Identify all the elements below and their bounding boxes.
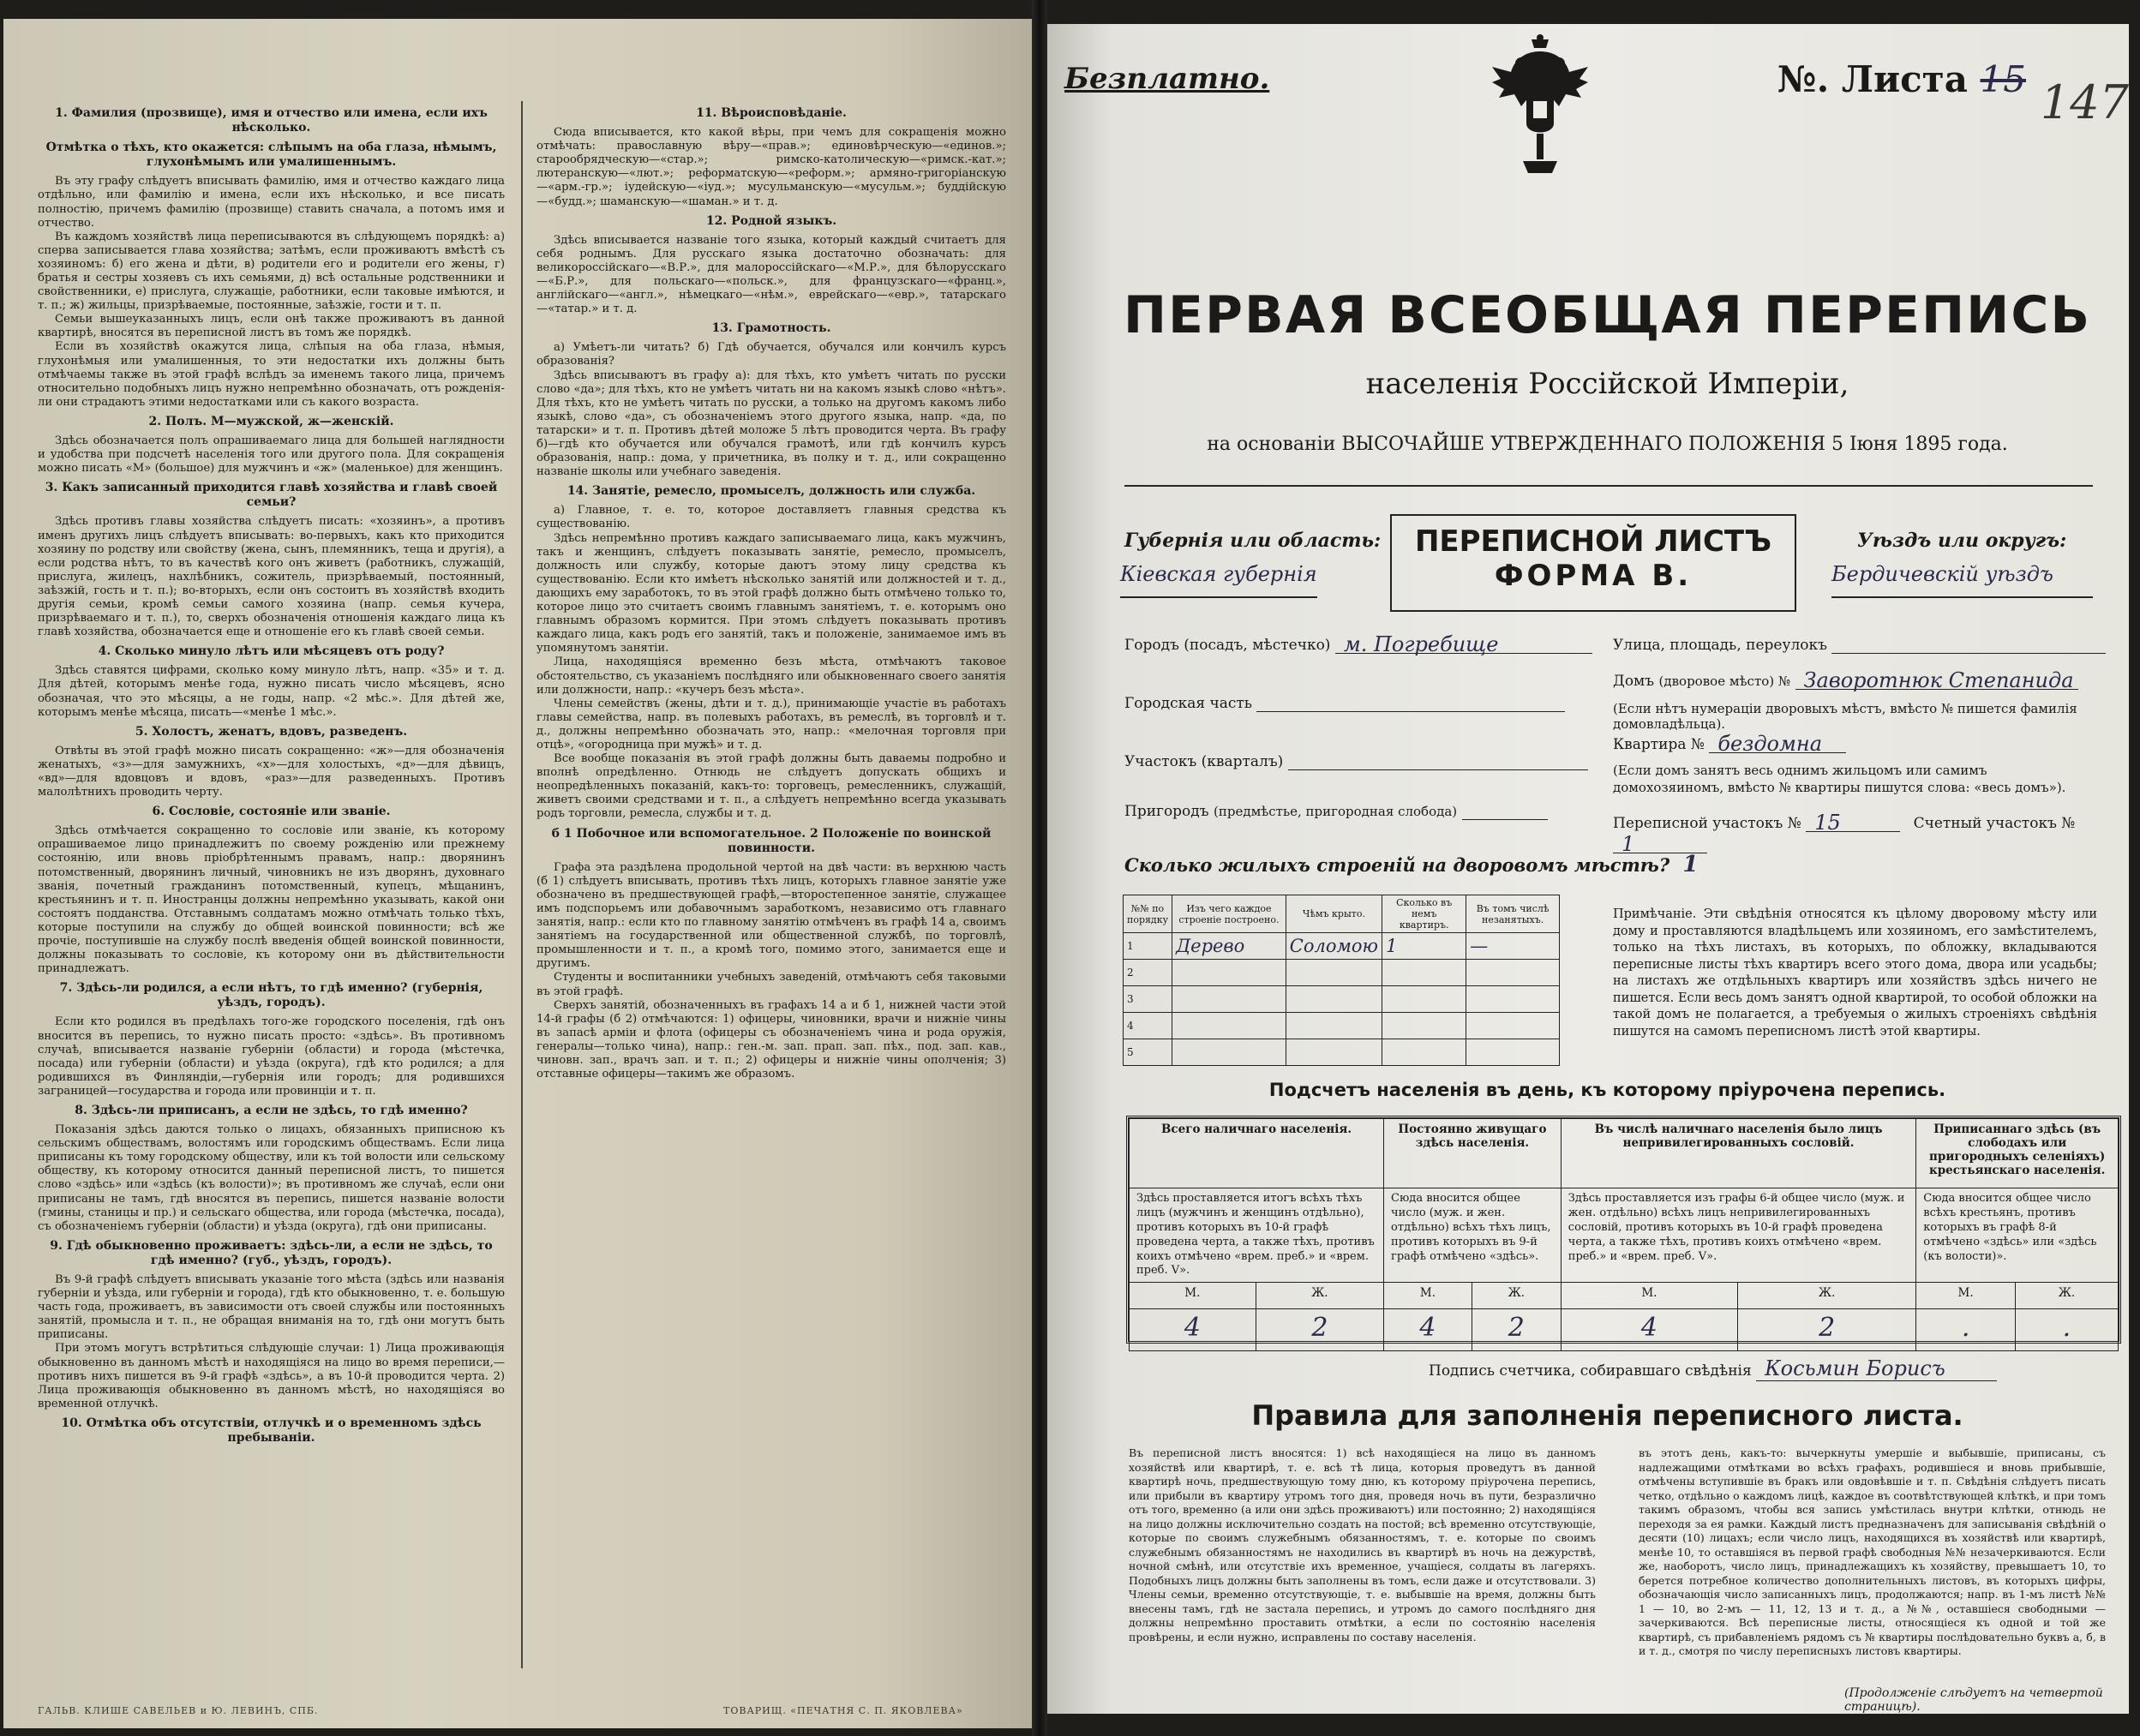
buildings-cell [1382, 986, 1466, 1013]
section-paragraph: При этомъ могутъ встрѣтиться слѣдующіе случаи: 1) Лица проживающія обыкновенно въ данномъ мѣстѣ и находящіяся на лицо во время переписи,—противъ нихъ пишется въ 9-й графѣ «здѣсь», а въ 10-й проводится черта. 2) Лица проживающія обыкновенно въ данномъ мѣстѣ, но находящіяся во временной отлучкѣ. [38, 1342, 505, 1410]
house-note-2: (Если нѣтъ нумераціи дворовыхъ мѣстъ, вмѣсто № пишется фамилія домовладѣльца). [1613, 701, 2077, 732]
census-district-value: 15 [1814, 811, 1841, 835]
buildings-cell: 5 [1124, 1039, 1172, 1066]
left-page [3, 19, 1032, 1728]
female-label: Ж. [2015, 1283, 2118, 1309]
buildings-row [1124, 986, 1560, 1013]
section-paragraph: Здѣсь вписывается названіе того языка, который каждый считаетъ для себя роднымъ. Для русскаго языка достаточно обозначать: для великороссійскаго—«В.Р.», для малороссійскаго—«М.Р.», для бѣлорусскаго—«Б.Р.», для польскаго—«польск.», для французскаго—«франц.», англійскаго—«англ.», нѣмецкаго—«нѣм.», еврейскаго—«евр.», татарскаго—«татар.» и т. д. [536, 233, 1006, 316]
section-paragraph: Если кто родился въ предѣлахъ того-же городского поселенія, гдѣ онъ вносится въ перепись, то нужно писать просто: «здѣсь». Въ противномъ случаѣ, вписывается названіе губерніи (области) и города (мѣстечка, посада) или губерніи (области) и уѣзда (округа), гдѣ кто родился; а для родившихся въ Финляндіи,—губернія или городъ; для родившихся заграницей—государства и города или провинціи и т. п. [38, 1015, 505, 1098]
buildings-cell [1466, 1013, 1560, 1039]
uezd-value: Бердичевскій уѣздъ [1831, 562, 2093, 598]
city-label: Городъ (посадъ, мѣстечко) [1124, 637, 1331, 654]
buildings-cell [1382, 1013, 1466, 1039]
district-field [1124, 749, 1588, 770]
buildings-cell [1382, 1039, 1466, 1066]
male-label: М. [1916, 1283, 2016, 1309]
buildings-cell: Дерево [1172, 933, 1286, 960]
buildings-cell: 1 [1382, 933, 1466, 960]
gubernia-label: Губернія или область: [1124, 530, 1382, 552]
section-heading: 5. Холостъ, женатъ, вдовъ, разведенъ. [135, 724, 408, 739]
count-head: Постоянно живущаго здѣсь населенія. [1384, 1119, 1562, 1188]
signature-line [1429, 1356, 1997, 1380]
buildings-header: №№ по порядку [1124, 895, 1172, 933]
buildings-value: 1 [1682, 852, 1699, 877]
left-column-1 [38, 101, 505, 1668]
form-letter: ФОРМА В. [1494, 559, 1693, 593]
left-column-2 [536, 101, 1006, 1668]
imprint-left: ГАЛЬВ. КЛИШЕ САВЕЛЬЕВ и Ю. ЛЕВИНЪ, СПБ. [38, 1704, 319, 1716]
section-paragraph: Въ 9-й графѣ слѣдуетъ вписывать указаніе того мѣста (здѣсь или названія губерніи и уѣзда, или губерніи и города), гдѣ кто обыкновенно, т. е. большую часть года, проживаетъ, въ зависимости отъ своей службы или постоянныхъ занятій, промысла и т. п., не обращая вниманія на то, гдѣ они могутъ быть приписаны. [38, 1272, 505, 1342]
count-title: Подсчетъ населенія въ день, къ которому пріурочена перепись. [1268, 1080, 1946, 1100]
apartment-label: Квартира № [1613, 736, 1705, 753]
rules-title: Правила для заполненія переписного листа. [1251, 1399, 1963, 1432]
buildings-cell [1466, 960, 1560, 986]
street-label: Улица, площадь, переулокъ [1613, 637, 1827, 654]
section-paragraph: Отвѣты въ этой графѣ можно писать сокращенно: «ж»—для обозначенія женатыхъ, «з»—для замужнихъ, «х»—для холостыхъ, «д»—для дѣвицъ, «вд»—для вдовцовъ и вдовъ, «раз»—для разведенныхъ. Противъ малолѣтнихъ проводить черту. [38, 744, 505, 799]
count-value: 2 [1472, 1309, 1561, 1351]
buildings-cell [1286, 1013, 1382, 1039]
count-value: 4 [1384, 1309, 1472, 1351]
count-value: . [2015, 1309, 2118, 1351]
count-head: Приписаннаго здѣсь (въ слободахъ или пригородныхъ селеніяхъ) крестьянскаго населенія. [1916, 1119, 2119, 1188]
section-paragraph: Если въ хозяйствѣ окажутся лица, слѣпыя на оба глаза, нѣмыя, глухонѣмыя или умалишенныя, то эти недостатки ихъ должны быть отмѣчаемы также въ этой графѣ вслѣдъ за именемъ такого лица, причемъ относительно подобныхъ лицъ нужно непремѣнно обозначать, отъ рожденія-ли они страдаютъ этими недостатками или съ какого возраста. [38, 340, 505, 409]
count-head: Всего наличнаго населенія. [1130, 1119, 1384, 1188]
section-paragraph: Члены семействъ (жены, дѣти и т. д.), принимающіе участіе въ работахъ главы семейства, напр. въ полевыхъ работахъ, въ ремеслѣ, въ торговлѣ и т. д., должны непремѣнно обозначать это, напр.: «мелочная торговля при отцѣ», «огородница при мужѣ» и т. д. [536, 697, 1006, 751]
section-heading: 6. Сословіе, состояніе или званіе. [152, 805, 391, 819]
section-paragraph: Сверхъ занятій, обозначенныхъ въ графахъ 14 а и б 1, нижней части этой 14-й графы (б 2) отмѣчаются: 1) офицеры, чиновники, врачи и нижніе чины въ запасѣ арміи и флота (офицеры съ обозначеніемъ чина и рода оружія, генералы—только чина), напр.: ген.-м. зап. прап. зап. пѣх., под. зап. кав., чиновн. зап., врачъ зап. и т. п.; 2) офицеры и нижніе чины ополченія; 3) отставные офицеры—такимъ же образомъ. [536, 998, 1006, 1081]
count-values-row [1130, 1309, 2119, 1351]
suburb-note: (предмѣстье, пригородная слобода) [1214, 804, 1458, 819]
section-heading: 9. Гдѣ обыкновенно проживаетъ: здѣсь-ли, а если не здѣсь, то гдѣ именно? (губ., уѣздъ, городъ). [50, 1238, 493, 1267]
signature-value: Косьмин Борисъ [1756, 1356, 1997, 1381]
count-table [1129, 1118, 2119, 1351]
buildings-cell: — [1466, 933, 1560, 960]
section-paragraph: Лица, находящіяся временно безъ мѣста, отмѣчаютъ таковое обстоятельство, съ указаніемъ послѣдняго или обыкновеннаго своего занятія или должности, напр.: «кучеръ безъ мѣста». [536, 655, 1006, 697]
male-label: М. [1130, 1283, 1256, 1309]
sheet-number-hand: 15 [1980, 58, 2026, 100]
section-paragraph: Здѣсь противъ главы хозяйства слѣдуетъ писать: «хозяинъ», а противъ именъ другихъ лицъ слѣдуетъ вписывать: во-первыхъ, какъ кто приходится хозяину по родству или свойству (жена, сынъ, племянникъ, теща и другія), а если родства нѣтъ, то въ качествѣ кого онъ живетъ (работникъ, служащій, прислуга, жилецъ, нахлѣбникъ, сожитель, призрѣваемый, постоянный, заѣзжій, гость и т. п.); во-вторыхъ, если онъ состоитъ въ хозяйствѣ входить другія семьи, кромѣ семьи самого хозяина (напр. семья кучера, призрѣваемаго и т. п.), то, сверхъ обозначенія отношенія каждаго лица къ главѣ хозяйства, обозначается еще и отношеніе его къ главѣ своей семьи. [38, 515, 505, 639]
apartment-note: (Если домъ занятъ весь однимъ жильцомъ или самимъ домохозяиномъ, вмѣсто № квартиры пишутся слова: «весь домъ»). [1613, 763, 2066, 795]
buildings-cell [1286, 960, 1382, 986]
section-heading: 14. Занятіе, ремесло, промыселъ, должность или служба. [566, 484, 976, 499]
apartment-value: бездомна [1717, 732, 1823, 756]
count-desc: Сюда вносится общее число всѣхъ крестьянъ, противъ которыхъ въ графѣ 8-й отмѣчено «здѣсь» или «здѣсь (къ волости)». [1916, 1188, 2119, 1283]
section-paragraph: Здѣсь вписываютъ въ графу а): для тѣхъ, кто умѣетъ читать по русски слово «да»; для тѣхъ, кто не умѣетъ читать ни на какомъ языкѣ слово «нѣтъ». Для тѣхъ, кто не умѣетъ читать по русски, а только на другомъ какомъ либо языкѣ, слово «да», съ обозначеніемъ этого другого языка, напр. «да, по татарски» и т. п. Противъ дѣтей моложе 5 лѣтъ проводится черта. Въ графу б)—гдѣ кто обучается или обучался грамотѣ, или гдѣ кончилъ курсъ образованія, напр.: дома, у причетника, въ полку и т. д., или сокращенно названіе школы или учебнаго заведенія. [536, 368, 1006, 479]
count-desc-row [1130, 1188, 2119, 1283]
buildings-question [1124, 852, 1699, 877]
suburb-field [1124, 799, 1548, 820]
section-heading: 4. Сколько минуло лѣтъ или мѣсяцевъ отъ роду? [98, 644, 445, 659]
section-paragraph: Здѣсь ставятся цифрами, сколько кому минуло лѣтъ, напр. «35» и т. д. Для дѣтей, которымъ менѣе года, нужно писать число мѣсяцевъ, ясно обозначая, что это мѣсяцы, а не годы, напр. «2 мѣс.». Для дѣтей же, которымъ менѣе мѣсяца, писать—«менѣе 1 мѣс.». [38, 664, 505, 719]
buildings-cell [1466, 986, 1560, 1013]
count-table-frame [1126, 1116, 2121, 1344]
buildings-cell [1382, 960, 1466, 986]
buildings-cell [1466, 1039, 1560, 1066]
count-district-value: 1 [1621, 832, 1635, 856]
female-label: Ж. [1256, 1283, 1383, 1309]
city-part-field [1124, 691, 1565, 712]
house-value: Заворотнюк Степанида [1803, 668, 2074, 692]
count-value: 4 [1130, 1309, 1256, 1351]
gubernia-value: Кіевская губернія [1120, 562, 1317, 598]
free-label: Безплатно. [1064, 62, 1270, 96]
section-paragraph: Въ каждомъ хозяйствѣ лица переписываются въ слѣдующемъ порядкѣ: а) сперва записывается глава хозяйства; затѣмъ, если проживаютъ вмѣстѣ съ хозяиномъ: б) его жена и дѣти, в) родители его и родители его жены, г) братья и сестры хозяевъ съ ихъ семьями, д) всѣ остальные родственники и свойственники, е) прислуга, служащіе, работники, если таковые имѣются, и т. п.; ж) жильцы, призрѣваемые, постоянные, заѣзжіе, гости и т. п. [38, 230, 505, 313]
census-title: ПЕРВАЯ ВСЕОБЩАЯ ПЕРЕПИСЬ [1123, 285, 2092, 345]
buildings-question-text: Сколько жилыхъ строеній на дворовомъ мѣстѣ? [1124, 854, 1670, 876]
section-paragraph: Здѣсь непремѣнно противъ каждаго записываемаго лица, какъ мужчинъ, такъ и женщинъ, слѣдуетъ показывать занятіе, ремесло, промыселъ, должность или службу, которые даютъ этому лицу средства къ существованію. Если кто имѣетъ нѣсколько занятій или должностей и т. д., дающихъ ему заработокъ, то въ этой графѣ должно быть отмѣчено только то, которое лицо это считаетъ своимъ главнымъ занятіемъ, т. е. которымъ оно главнымъ образомъ кормится. При этомъ слѣдуетъ показывать противъ каждаго лица, какъ родъ его занятій, такъ и положеніе, занимаемое имъ въ упомянутомъ занятіи. [536, 531, 1006, 655]
buildings-header: Сколько въ немъ квартиръ. [1382, 895, 1466, 933]
buildings-cell [1172, 986, 1286, 1013]
corner-handwritten-number: 147 [2040, 75, 2129, 129]
count-desc: Сюда вносится общее число (муж. и жен. отдѣльно) всѣхъ тѣхъ лицъ, противъ которыхъ въ 9-й графѣ отмѣчено «здѣсь». [1384, 1188, 1562, 1283]
section-paragraph: Въ эту графу слѣдуетъ вписывать фамилію, имя и отчество каждаго лица отдѣльно, или фамилію и имена, если ихъ нѣсколько, и все писать полностію, причемъ фамилію (прозвище) ставить сначала, а потомъ имя и отчество. [38, 175, 505, 230]
count-value: 2 [1256, 1309, 1383, 1351]
column-divider [521, 101, 523, 1668]
section-heading: Отмѣтка о тѣхъ, кто окажется: слѣпымъ на оба глаза, нѣмымъ, глухонѣмымъ или умалишеннымъ. [45, 141, 497, 170]
count-desc: Здѣсь проставляется итогъ всѣхъ тѣхъ лицъ (мужчинъ и женщинъ отдѣльно), противъ которыхъ въ 10-й графѣ проведена черта, а также тѣхъ, противъ коихъ отмѣчено «врем. преб.» и «врем. преб. V». [1130, 1188, 1384, 1283]
section-paragraph: Все вообще показанія въ этой графѣ должны быть даваемы подробно и вполнѣ опредѣленно. Отнюдь не слѣдуетъ допускать общихъ и неопредѣленныхъ показаній, какъ-то: торговецъ, ремесленникъ, служащій, живетъ своими средствами и т. п., а слѣдуетъ непремѣнно всегда указывать родъ торговли, ремесла, службы и т. д. [536, 752, 1006, 821]
buildings-cell [1286, 986, 1382, 1013]
house-note: (дворовое мѣсто) № [1658, 673, 1791, 689]
buildings-row [1124, 1039, 1560, 1066]
city-part-label: Городская часть [1124, 695, 1253, 712]
sheet-number-label: №. Листа [1777, 58, 1968, 100]
buildings-cell [1172, 960, 1286, 986]
count-sex-row [1130, 1283, 2119, 1309]
buildings-row [1124, 960, 1560, 986]
buildings-cell: 1 [1124, 933, 1172, 960]
street-field [1613, 632, 2106, 654]
count-value: 4 [1561, 1309, 1737, 1351]
title-rule [1124, 485, 2093, 487]
section-heading: 2. Полъ. М—мужской, ж—женскій. [148, 414, 394, 428]
section-heading: б 1 Побочное или вспомогательное. 2 Положеніе по воинской повинности. [551, 826, 992, 855]
imprint-right: ТОВАРИЩ. «ПЕЧАТНЯ С. П. ЯКОВЛЕВА» [723, 1704, 963, 1716]
buildings-cell [1172, 1039, 1286, 1066]
section-paragraph: Здѣсь отмѣчается сокращенно то сословіе или званіе, къ которому опрашиваемое лицо принадлежитъ по своему рожденію или прежнему состоянію, или вновь пріобрѣтеннымъ правамъ, напр.: дворянинъ потомственный, дворянинъ личный, чиновникъ не изъ дворянъ, духовнаго званія, почетный гражданинъ потомственный, купецъ, мѣщанинъ, крестьянинъ и т. п. Иностранцы должны непремѣнно указывать, какой они состоятъ подданства. Отставнымъ солдатамъ можно отмѣчать только тѣхъ, которые поступили на службу до общей воинской повинности; всѣ же прочіе, поступившіе на службу послѣ введенія общей воинской повинности, должны показывать то сословіе, къ которому они въ дѣйствительности принадлежатъ. [38, 824, 505, 976]
male-label: М. [1561, 1283, 1737, 1309]
section-heading: 7. Здѣсь-ли родился, а если нѣтъ, то гдѣ именно? (губернія, уѣздъ, городъ). [59, 981, 483, 1010]
census-district-field [1613, 811, 2129, 856]
buildings-table [1123, 895, 1560, 1066]
section-heading: 13. Грамотность. [711, 321, 831, 336]
section-paragraph: Графа эта раздѣлена продольной чертой на двѣ части: въ верхнюю часть (б 1) слѣдуетъ вписывать, противъ тѣхъ лицъ, которыхъ главное занятіе уже обозначено въ предшествующей графѣ,—второстепенное занятіе, служащее имъ подспорьемъ или добавочнымъ заработкомъ, независимо отъ главнаго занятія, напр.: если кто по главному занятію отмѣченъ въ графѣ 14 а, своимъ занятіемъ на государственной или общественной службѣ, по торговлѣ, промышленности и т. п., а кромѣ того, помимо этого, занимается еще и другимъ. [536, 860, 1006, 971]
section-paragraph: Здѣсь обозначается полъ опрашиваемаго лица для большей наглядности и удобства при подсчетѣ населенія того или другого пола. Для сокращенія можно писать «М» (большое) для мужчинъ и «ж» (маленькое) для женщинъ. [38, 434, 505, 476]
district-label: Участокъ (кварталъ) [1124, 753, 1284, 770]
buildings-row [1124, 1013, 1560, 1039]
buildings-row [1124, 933, 1560, 960]
signature-label: Подпись счетчика, собиравшаго свѣдѣнія [1429, 1362, 1752, 1380]
suburb-label: Пригородъ [1124, 803, 1209, 820]
buildings-cell: Соломою [1286, 933, 1382, 960]
section-heading: 3. Какъ записанный приходится главѣ хозяйства и главѣ своей семьи? [45, 481, 498, 510]
section-paragraph: а) Умѣетъ-ли читать? б) Гдѣ обучается, обучался или кончилъ курсъ образованія? [536, 341, 1006, 368]
buildings-cell: 2 [1124, 960, 1172, 986]
male-label: М. [1384, 1283, 1472, 1309]
count-head: Въ числѣ наличнаго населенія было лицъ непривилегированныхъ сословій. [1561, 1119, 1915, 1188]
buildings-header: Въ томъ числѣ незанятыхъ. [1466, 895, 1560, 933]
apartment-field [1613, 732, 1846, 756]
female-label: Ж. [1472, 1283, 1561, 1309]
census-district-label: Переписной участокъ № [1613, 815, 1801, 832]
double-headed-eagle-icon [1489, 33, 1592, 178]
legal-basis: на основаніи ВЫСОЧАЙШЕ УТВЕРЖДЕННАГО ПОЛОЖЕНІЯ 5 Іюня 1895 года. [1207, 434, 2008, 455]
buildings-cell [1286, 1039, 1382, 1066]
continued-note: (Продолженіе слѣдуетъ на четвертой страницѣ). [1844, 1686, 2103, 1714]
buildings-note: Примѣчаніе. Эти свѣдѣнія относятся къ цѣлому дворовому мѣсту или дому и проставляются владѣльцемъ или хозяиномъ, его замѣстителемъ, только на тѣхъ листахъ, въ которыхъ, по обложку, вкладываются переписные листы тѣхъ квартиръ всего этого дома, двора или усадьбы; на листахъ же отдѣльныхъ квартиръ или хозяйствъ здѣсь ничего не пишется. Если весь домъ занятъ одной квартирой, то особой обложки на такой домъ не полагается, а требуемыя о жилыхъ строеніяхъ свѣдѣнія пишутся на самомъ переписномъ листѣ этой квартиры. [1613, 907, 2097, 1039]
section-heading: 8. Здѣсь-ли приписанъ, а если не здѣсь, то гдѣ именно? [75, 1104, 468, 1117]
count-district-label: Счетный участокъ № [1913, 815, 2076, 832]
section-heading: 11. Вѣроисповѣданіе. [696, 106, 847, 120]
book-spine [1032, 0, 1047, 1736]
count-head-row [1130, 1119, 2119, 1188]
section-paragraph: Семьи вышеуказанныхъ лицъ, если онѣ также проживаютъ въ данной квартирѣ, вносятся въ переписной листъ въ томъ же порядкѣ. [38, 313, 505, 340]
uezd-label: Уѣздъ или округъ: [1857, 530, 2067, 552]
buildings-cell: 4 [1124, 1013, 1172, 1039]
section-heading: 1. Фамилия (прозвище), имя и отчество или имена, если ихъ нѣсколько. [55, 106, 488, 135]
section-paragraph: а) Главное, т. е. то, которое доставляетъ главныя средства къ существованію. [536, 504, 1006, 531]
buildings-cell [1172, 1013, 1286, 1039]
count-value: . [1916, 1309, 2016, 1351]
section-paragraph: Сюда вписывается, кто какой вѣры, при чемъ для сокращенія можно отмѣчать: православную вѣру—«прав.»; единовѣрческую—«единов.»; старообрядческую—«стар.»; римско-католическую—«римск.-кат.»; лютеранскую—«лют.»; реформатскую—«реформ.»; армяно-григоріанскую—«арм.-гр.»; іудейскую—«іуд.»; мусульманскую—«мусульм.»; буддійскую—«будд.»; шаманскую—«шаман.» и т. д. [536, 126, 1006, 208]
section-paragraph: Студенты и воспитанники учебныхъ заведеній, отмѣчаютъ себя таковыми въ этой графѣ. [536, 971, 1006, 998]
form-box [1390, 514, 1796, 612]
right-page [1047, 24, 2129, 1714]
count-desc: Здѣсь проставляется изъ графы 6-й общее число (муж. и жен. отдѣльно) всѣхъ лицъ непривилегированныхъ сословій, противъ которыхъ въ 10-й графѣ проведена черта, а также тѣхъ, противъ коихъ отмѣчено «врем. преб.» и «врем. преб. V». [1561, 1188, 1915, 1283]
buildings-header-row [1124, 895, 1560, 933]
section-heading: 12. Родной языкъ. [705, 213, 837, 228]
buildings-header: Чѣмъ крыто. [1286, 895, 1382, 933]
buildings-cell: 3 [1124, 986, 1172, 1013]
census-subtitle: населенія Россійской Имперіи, [1365, 367, 1849, 401]
section-paragraph: Показанія здѣсь даются только о лицахъ, обязанныхъ приписною къ сельскимъ обществамъ, волостямъ или городскимъ обществамъ. Если лица приписаны къ тому городскому обществу, или къ той волости или сельскому обществу, къ которому относится данный переписной листъ, то пишется слово «здѣсь» или «здѣсь (къ волости)»; въ противномъ же случаѣ, если они приписаны не тамъ, гдѣ вносятся въ перепись, пишется названіе волости (гмины, станицы и пр.) и сельскаго общества, или города (мѣстечка, посада), съ обозначеніемъ губерніи (области) и уѣзда (округа), гдѣ они приписаны. [38, 1123, 505, 1233]
rules-column-left: Въ переписной листъ вносятся: 1) всѣ находящіеся на лицо въ данномъ хозяйствѣ или квартирѣ, т. е. всѣ тѣ лица, которыя проведутъ въ данной квартирѣ ночь, предшествующую тому дню, къ которому пріурочена перепись, или прибыли въ квартиру утромъ того дня, проведя ночь въ пути, безразлично отъ того, временно (а или они здѣсь проживаютъ) или постоянно; 2) находящіяся на лицо должны исключительно создать на постой; всѣ временно отсутствующіе, которые по своимъ служебнымъ обязанностямъ, т. е. которые по своимъ служебнымъ обязанностямъ не находились въ квартирѣ въ ночь на дежурствѣ, ночной смѣнѣ, или отсутствіе ихъ временное, учащіеся, солдаты въ лагеряхъ. Подобныхъ лицъ должны быть заполнены въ томъ, если даже и отсутствовали. 3) Члены семьи, временно отсутствующіе, т. е. выбывшіе на время, должны быть внесены тамъ, гдѣ не застала перепись, и утромъ до самого послѣдняго дня должны непремѣнно проставить отмѣтки, а если по состоянію населенія провѣрены, и если нужно, исправлены по составу населенія. [1129, 1446, 1596, 1643]
city-field [1124, 632, 1592, 654]
female-label: Ж. [1737, 1283, 1915, 1309]
form-title: ПЕРЕПИСНОЙ ЛИСТЪ [1414, 524, 1772, 559]
section-heading: 10. Отмѣтка объ отсутствіи, отлучкѣ и о временномъ здѣсь пребываніи. [61, 1416, 482, 1445]
house-field [1613, 668, 2078, 690]
house-label: Домъ [1613, 673, 1655, 690]
rules-column-right: въ этотъ день, какъ-то: вычеркнуты умершіе и выбывшіе, приписаны, съ надлежащими отмѣтками во всѣхъ графахъ, родившіеся и вновь прибывшіе, отмѣчены вступившіе въ бракъ или овдовѣвшіе и т. п. Свѣдѣнія слѣдуетъ писать четко, отдѣльно о каждомъ лицѣ, каждое въ соотвѣтствующей клѣткѣ, и при томъ такимъ образомъ, чтобы вся запись умѣстилась внутри клѣтки, отнюдь не переходя за ея рамки. Каждый листъ предназначенъ для записыванія свѣдѣній о десяти (10) лицахъ; если число лицъ, находящихся въ хозяйствѣ или квартирѣ, менѣе 10, то оставшіяся въ первой графѣ свободныя №№ незачеркиваются. Если же, наоборотъ, число лицъ, принадлежащихъ къ хозяйству, превышаетъ 10, то берется потребное количество дополнительныхъ листовъ, въ которыхъ цифры, обозначающія число записанныхъ лицъ, продолжаются; напр. въ 1-мъ листѣ №№ 1 — 10, во 2-мъ — 11, 12, 13 и т. д., а №№, оставшіеся свободными — зачеркиваются. Всѣ переписные листы, относящіеся къ одной и той же квартирѣ, съ прибавленіемъ рядомъ съ № квартиры послѣдовательно буквъ а, б, в и т. д., смотря по числу переписныхъ листовъ квартиры. [1639, 1446, 2106, 1657]
city-value: м. Погребище [1343, 632, 1499, 656]
count-value: 2 [1737, 1309, 1915, 1351]
buildings-header: Изъ чего каждое строеніе построено. [1172, 895, 1286, 933]
sheet-number [1777, 58, 2026, 100]
